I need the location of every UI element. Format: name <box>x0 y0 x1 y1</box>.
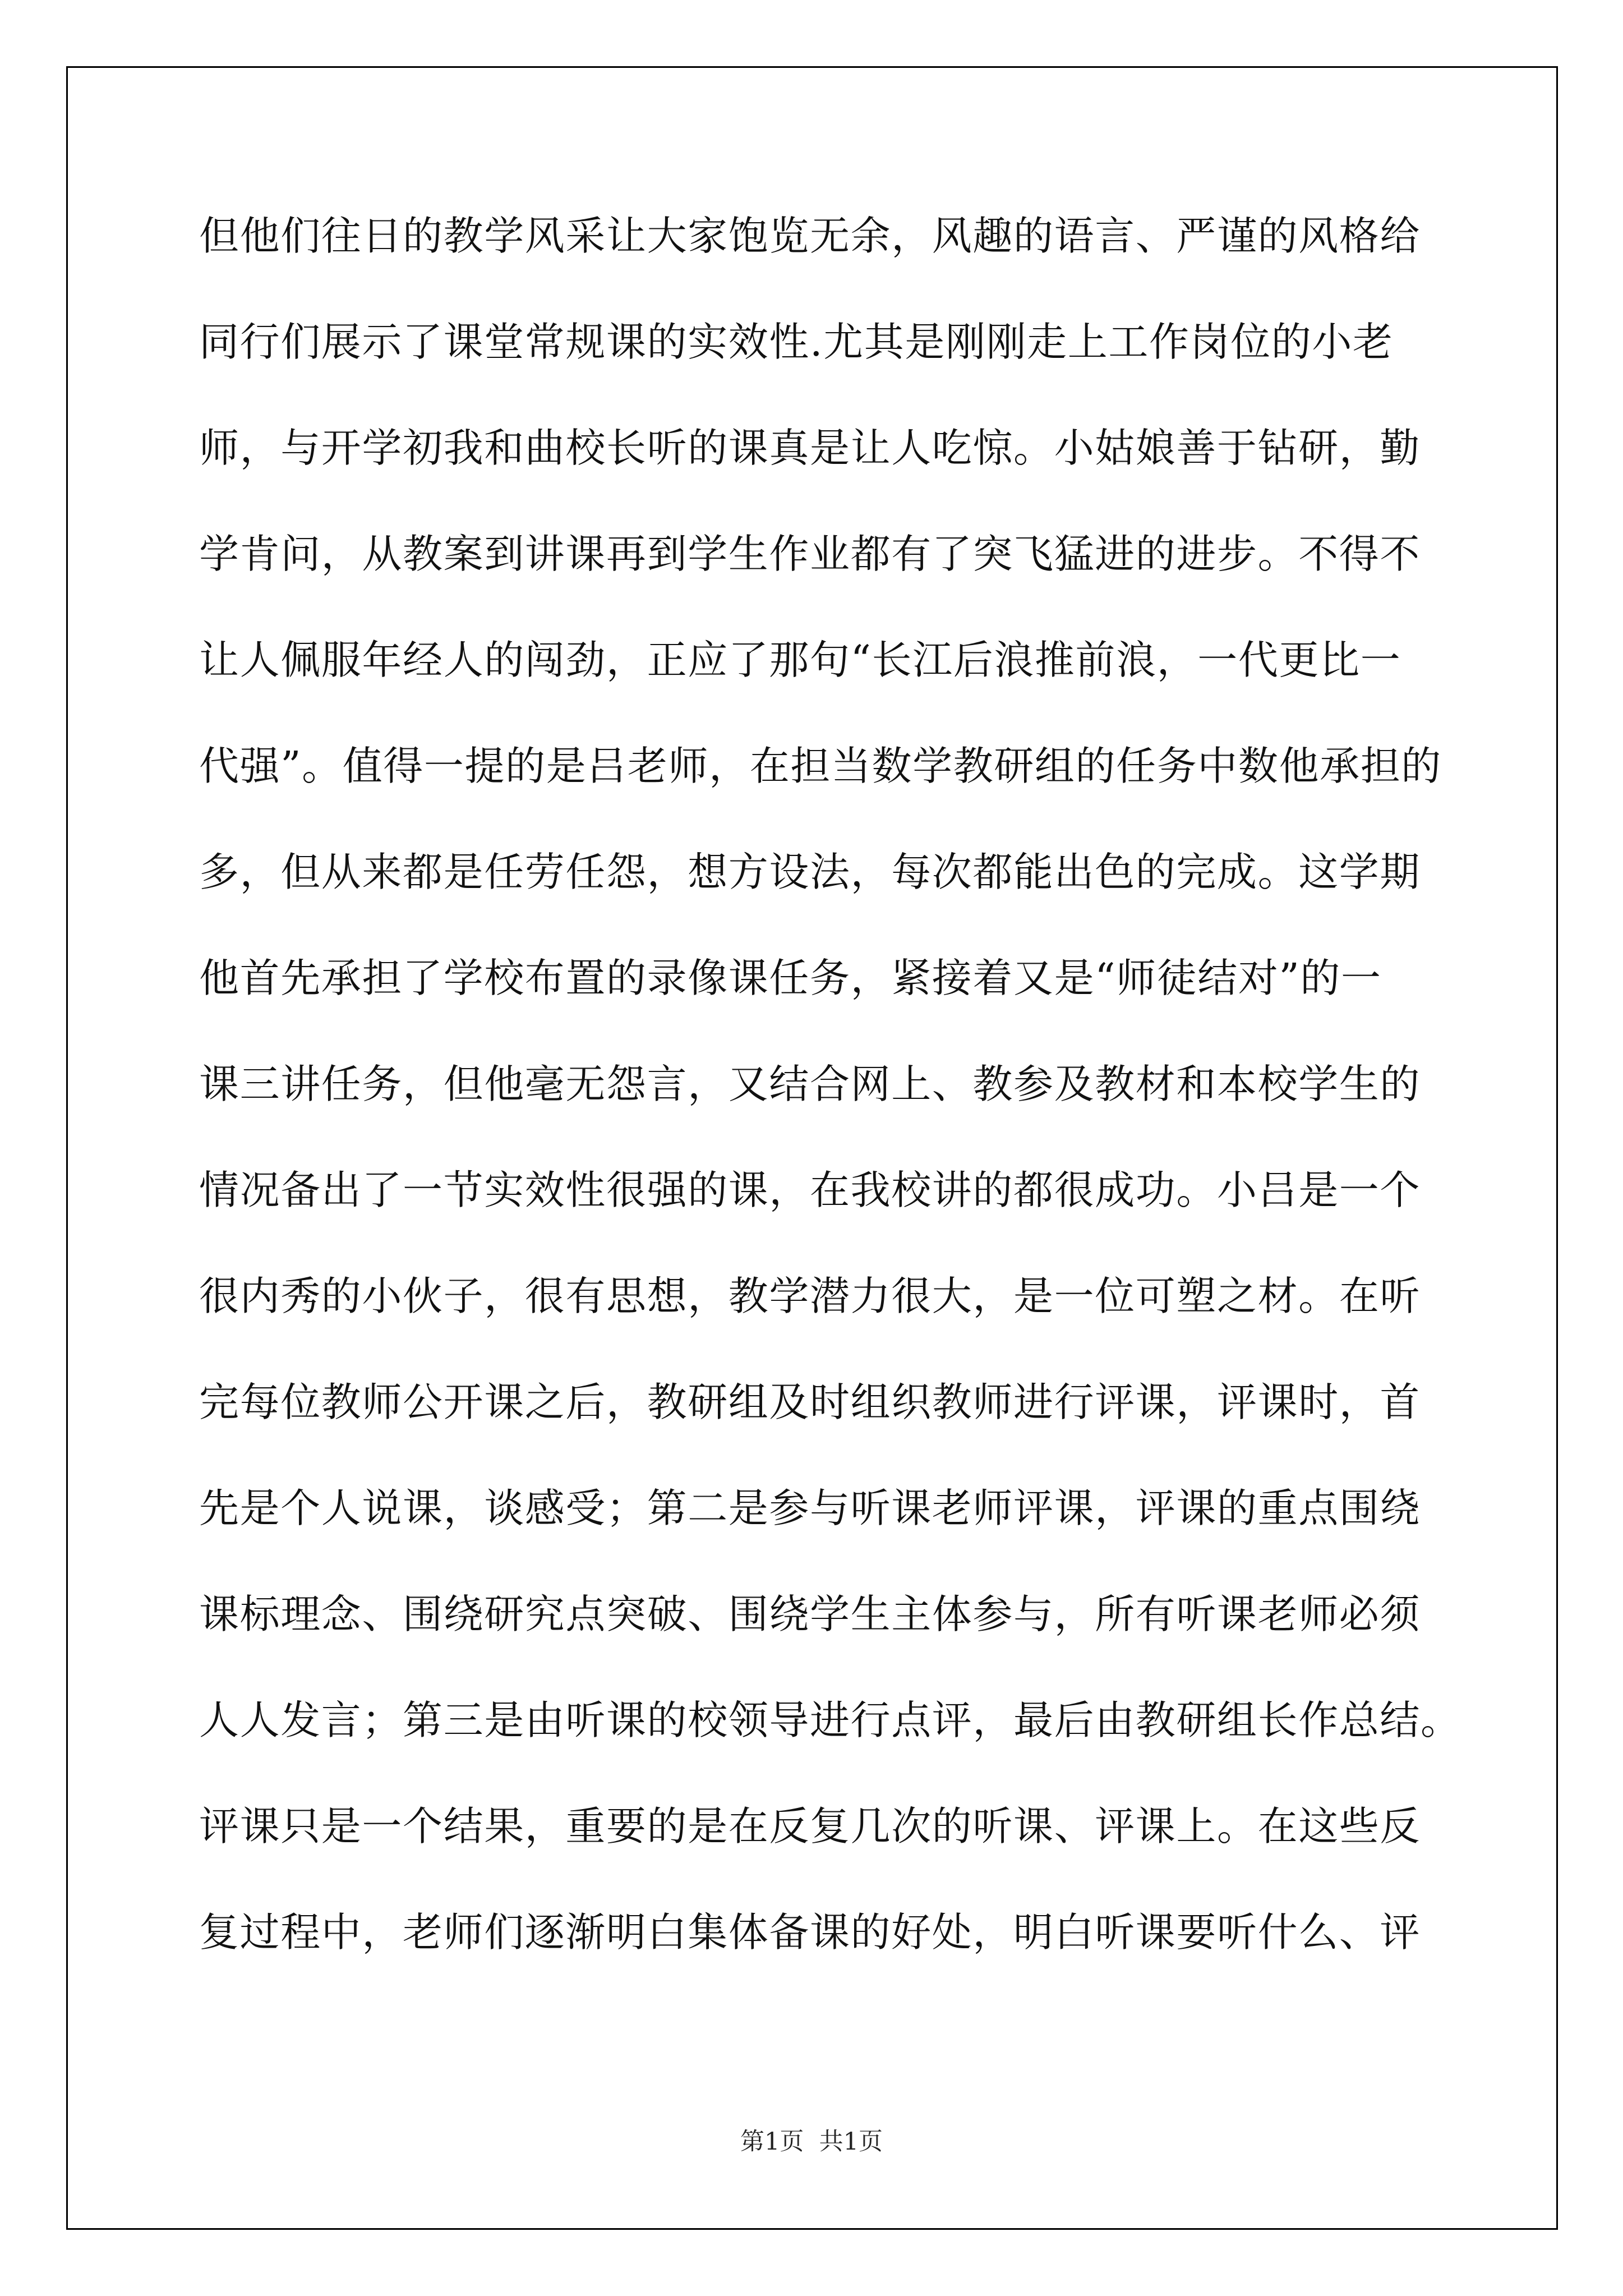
text-line: 先是个人说课，谈感受；第二是参与听课老师评课，评课的重点围绕 <box>199 1485 1421 1531</box>
text-line: 复过程中，老师们逐渐明白集体备课的好处，明白听课要听什么、评 <box>199 1909 1421 1955</box>
page-footer: 第1页 共1页 <box>740 2128 883 2156</box>
text-line: 同行们展示了课堂常规课的实效性.尤其是刚刚走上工作岗位的小老 <box>199 319 1394 365</box>
text-line: 但他们往日的教学风采让大家饱览无余，风趣的语言、严谨的风格给 <box>199 213 1421 259</box>
text-line: 人人发言；第三是由听课的校领导进行点评，最后由教研组长作总结。 <box>199 1697 1461 1743</box>
text-line: 代强”。值得一提的是吕老师，在担当数学教研组的任务中数他承担的 <box>199 743 1442 789</box>
text-line: 很内秀的小伙子，很有思想，教学潜力很大，是一位可塑之材。在听 <box>199 1273 1421 1319</box>
text-line: 课标理念、围绕研究点突破、围绕学生主体参与，所有听课老师必须 <box>199 1591 1421 1637</box>
text-line: 课三讲任务，但他毫无怨言，又结合网上、教参及教材和本校学生的 <box>199 1061 1421 1107</box>
text-line: 情况备出了一节实效性很强的课，在我校讲的都很成功。小吕是一个 <box>199 1167 1421 1213</box>
text-line: 多，但从来都是任劳任怨，想方设法，每次都能出色的完成。这学期 <box>199 849 1421 895</box>
text-line: 他首先承担了学校布置的录像课任务，紧接着又是“师徒结对”的一 <box>199 955 1382 1001</box>
document-body <box>199 213 1461 2018</box>
text-line: 师，与开学初我和曲校长听的课真是让人吃惊。小姑娘善于钻研，勤 <box>199 425 1421 471</box>
text-line: 学肯问，从教案到讲课再到学生作业都有了突飞猛进的进步。不得不 <box>199 531 1421 577</box>
text-line: 评课只是一个结果，重要的是在反复几次的听课、评课上。在这些反 <box>199 1803 1421 1849</box>
text-line: 让人佩服年经人的闯劲，正应了那句“长江后浪推前浪，一代更比一 <box>199 637 1401 683</box>
text-line: 完每位教师公开课之后，教研组及时组织教师进行评课，评课时，首 <box>199 1379 1421 1425</box>
